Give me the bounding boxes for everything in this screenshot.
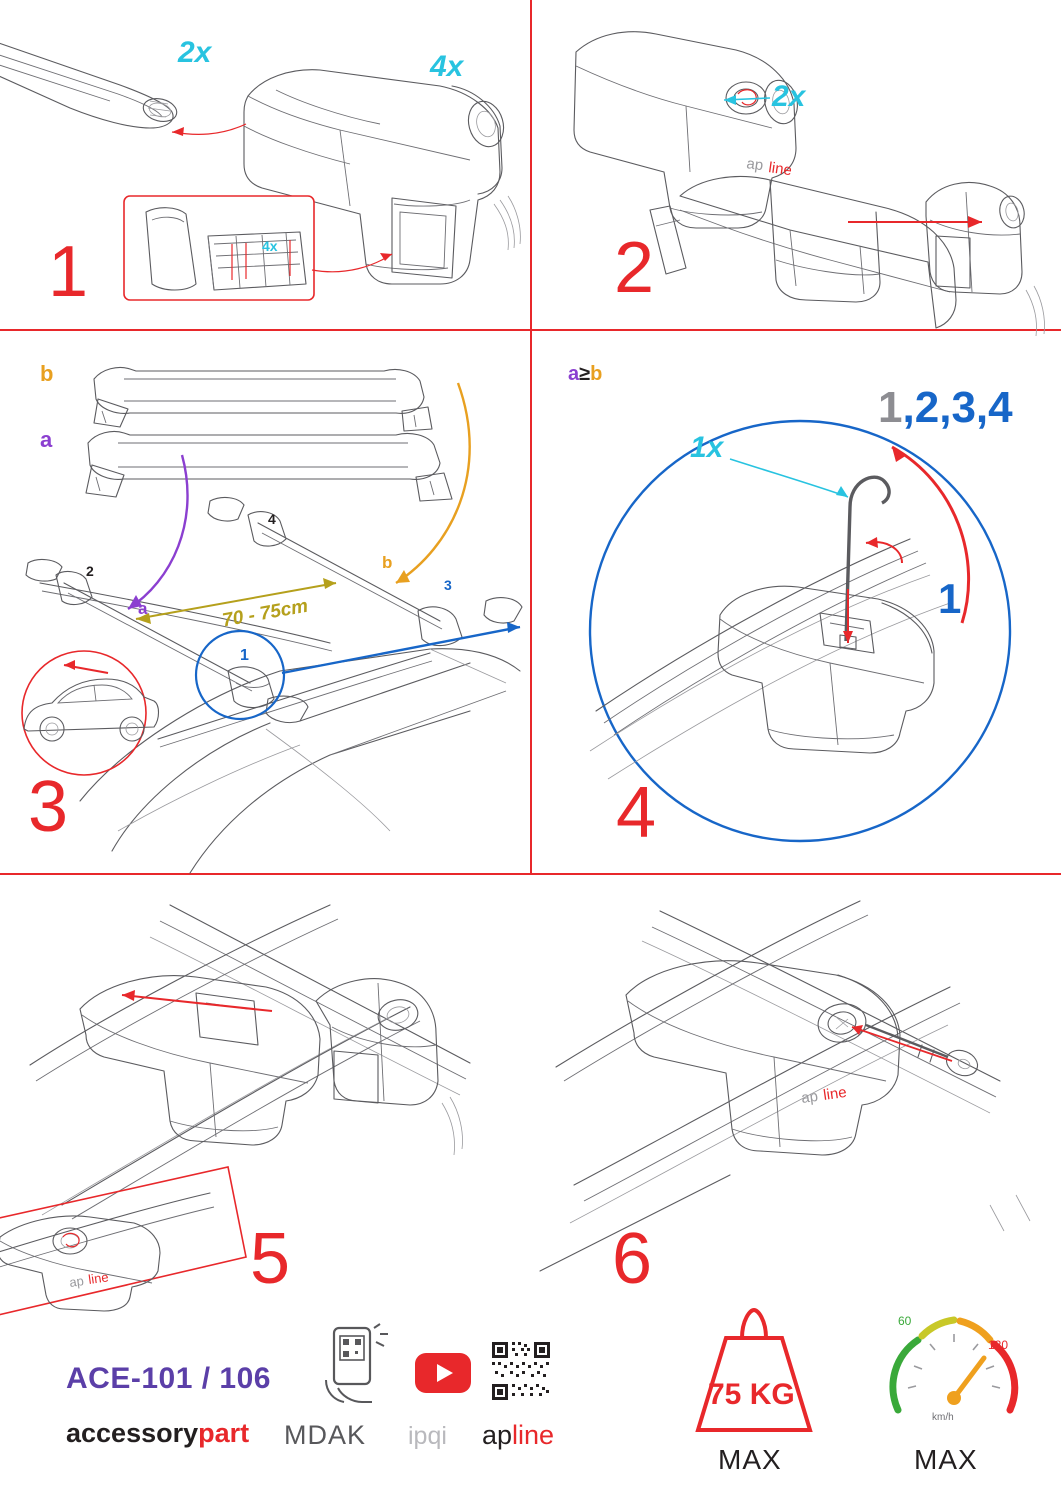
qty-1x-tool: 1x	[690, 431, 724, 464]
step-3-panel	[0, 331, 530, 873]
brand-apline-part2: line	[512, 1420, 555, 1450]
weight-icon	[690, 1302, 818, 1436]
step-4-panel	[530, 331, 1061, 873]
step-number-2: 2	[614, 228, 656, 308]
qr-scan-icon	[318, 1324, 396, 1406]
sequence-label: 1,2,3,4	[878, 383, 1013, 432]
step-6-panel	[530, 875, 1061, 1299]
brand-apline-part1: ap	[482, 1420, 513, 1450]
svg-text:ap: ap	[68, 1273, 85, 1290]
step-2-illustration	[530, 0, 1061, 329]
qty-4x-inset: 4x	[262, 238, 278, 254]
seq-3: 3	[951, 383, 976, 432]
qty-4x-foot: 4x	[430, 50, 464, 83]
mark-4: 4	[268, 511, 276, 527]
compare-b: b	[590, 363, 603, 385]
mark-1: 1	[240, 647, 249, 664]
mark-2: 2	[86, 563, 94, 579]
compare-ab: a≥b	[568, 363, 603, 385]
seq-2: 2	[914, 383, 940, 432]
brand-accessorypart-part1: accessory	[66, 1418, 199, 1448]
svg-text:line: line	[87, 1269, 110, 1287]
step-1-panel	[0, 0, 530, 329]
qty-2x-bar: 2x	[178, 36, 212, 69]
step-number-5: 5	[250, 1219, 292, 1299]
step-number-6: 6	[612, 1219, 654, 1299]
step-5-panel	[0, 875, 530, 1299]
weight-max-caption: MAX	[718, 1444, 782, 1475]
speed-tick-min: 60	[898, 1314, 912, 1328]
footer-panel	[0, 1296, 1061, 1500]
label-bar-a: a	[40, 427, 53, 452]
compare-a: a	[568, 363, 580, 385]
step-number-3: 3	[28, 767, 70, 847]
svg-text:ap: ap	[745, 155, 765, 175]
svg-text:line: line	[767, 159, 793, 180]
svg-text:line: line	[822, 1083, 848, 1104]
brand-accessorypart-part2: part	[198, 1418, 250, 1448]
product-code: ACE-101 / 106	[66, 1362, 271, 1395]
highlight-number-1: 1	[938, 575, 962, 622]
brand-ipqi: ipqi	[408, 1422, 447, 1450]
qr-code-icon	[490, 1340, 552, 1402]
youtube-icon[interactable]	[414, 1352, 472, 1394]
step-6-illustration	[530, 875, 1061, 1299]
label-bar-b: b	[40, 361, 54, 386]
step-number-4: 4	[616, 773, 658, 853]
mark-3: 3	[444, 577, 452, 593]
qty-2x-lock: 2x	[772, 80, 806, 113]
speed-max-caption: MAX	[914, 1444, 978, 1475]
dimension-label: 70 - 75cm	[220, 595, 310, 632]
step-2-panel	[530, 0, 1061, 329]
label-b-roof: b	[382, 553, 393, 572]
brand-apline	[482, 1420, 554, 1451]
seq-1: 1	[878, 383, 903, 432]
seq-4: 4	[988, 383, 1013, 432]
svg-text:ap: ap	[800, 1087, 820, 1107]
brand-mdak: MDAK	[284, 1420, 367, 1450]
weight-value: 75 KG	[708, 1378, 795, 1411]
label-a-roof: a	[138, 599, 148, 618]
speed-unit: km/h	[932, 1412, 954, 1423]
brand-accessorypart	[66, 1418, 249, 1449]
speed-tick-max: 120	[988, 1338, 1009, 1352]
step-number-1: 1	[48, 232, 90, 312]
